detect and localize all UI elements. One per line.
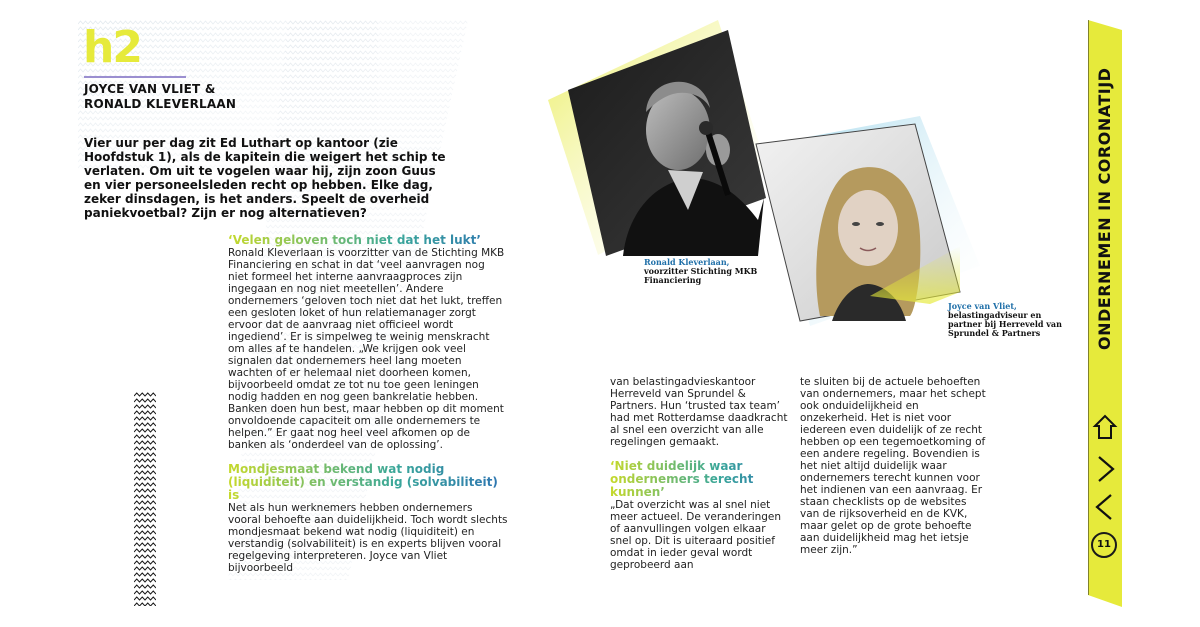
zigzag-strip-bottom xyxy=(134,392,156,606)
section-body-2: Net als hun werknemers hebben ondernemers vooral behoefte aan duidelijkheid. Toch wordt slechts mondjesmaat bekend wat nodig (liquiditeit) en verstandig (solvabiliteit) is en experts blijven vooral regelgeving interpreteren. Joyce van Vliet bijvoorbeeld xyxy=(228,502,508,574)
intro-paragraph: Vier uur per dag zit Ed Luthart op kantoor (zie Hoofdstuk 1), als de kapitein die weigert het schip te verlaten. Om uit te vogelen waar hij, zijn zoon Guus en vier personeelsleden recht op hebben. Elke dag, zeker dinsdagen, is het anders. Speelt de overheid paniekvoetbal? Zijn er nog alternatieven? xyxy=(84,136,446,220)
home-icon xyxy=(1091,412,1119,442)
chevron-right-icon xyxy=(1091,454,1119,484)
author-names xyxy=(84,82,236,112)
author-line-1: JOYCE VAN VLIET & xyxy=(84,82,216,96)
chevron-left-icon xyxy=(1091,492,1119,522)
article-column-1 xyxy=(228,234,508,574)
article-column-2 xyxy=(610,376,790,571)
column2-body-2: „Dat overzicht was al snel niet meer actueel. De veranderingen of aanvullingen volgen elkaar snel op. Dit is uiteraard positief omdat in ieder geval wordt geprobeerd aan xyxy=(610,499,782,571)
magazine-page xyxy=(78,20,1122,607)
column2-body-1: van belastingadvieskantoor Herreveld van Sprundel & Partners. Hun ‘trusted tax team’ had met Rotterdamse daadkracht al snel een overzicht van alle regelingen gemaakt. xyxy=(610,376,788,448)
article-column-3 xyxy=(800,376,986,556)
author-divider xyxy=(84,76,186,78)
home-button[interactable] xyxy=(1091,412,1119,442)
chapter-logo: h2 xyxy=(83,22,141,73)
photo-joyce-van-vliet xyxy=(750,116,980,326)
column3-body: te sluiten bij de actuele behoeften van ondernemers, maar het schept ook onduidelijkheid en onzekerheid. Het is niet voor iedereen even duidelijk of ze recht hebben op een tegemoetkoming of een andere regeling. Bovendien is het niet altijd duidelijk waar ondernemers terecht kunnen voor het indienen van een aanvraag. Er staan checklists op de websites van de rijksoverheid en de KVK, maar gelet op de grote behoefte aan duidelijkheid mag het ietsje meer zijn.” xyxy=(800,376,986,556)
section-heading-3: ‘Niet duidelijk waar ondernemers terecht kunnen’ xyxy=(610,460,790,499)
next-page-button[interactable] xyxy=(1091,454,1119,484)
author-line-2: RONALD KLEVERLAAN xyxy=(84,97,237,111)
caption-ronald-role: voorzitter Stichting MKB Financiering xyxy=(644,266,758,285)
photo-ronald-kleverlaan xyxy=(528,20,768,260)
previous-page-button[interactable] xyxy=(1091,492,1119,522)
section-heading-2: Mondjesmaat bekend wat nodig (liquiditeit) en verstandig (solvabiliteit) is xyxy=(228,463,508,502)
caption-joyce-name: Joyce van Vliet, xyxy=(948,301,1017,311)
page-number-badge: 11 xyxy=(1091,532,1117,558)
caption-ronald-name: Ronald Kleverlaan, xyxy=(644,257,730,267)
caption-ronald xyxy=(644,258,764,285)
caption-joyce xyxy=(948,302,1068,338)
section-heading-1: ‘Velen geloven toch niet dat het lukt’ xyxy=(228,234,508,247)
chapter-title: ONDERNEMEN IN CORONATIJD xyxy=(1095,67,1114,350)
section-body-1: Ronald Kleverlaan is voorzitter van de Stichting MKB Financiering en schat in dat ‘veel aanvragen nog niet formeel het interne aanvraagproces zijn ingegaan en nog niet meetellen’. Andere ondernemers ‘geloven toch niet dat het lukt, treffen een gesloten loket of hun relatiemanager zorgt ervoor dat de aanvraag niet officieel wordt ingediend’. Er is simpelweg te weinig menskracht om alles af te handelen. „We krijgen ook veel signalen dat ondernemers heel lang moeten wachten of er helemaal niet doorheen komen, bijvoorbeeld omdat ze tot nu toe geen leningen nodig hadden en nog geen bankrelatie hebben. Banken doen hun best, maar hebben op dit moment onvoldoende capaciteit om alle ondernemers te helpen.” Er gaat nog heel veel afkomen op de banken als ‘onderdeel van de oplossing’. xyxy=(228,247,505,451)
caption-joyce-role: belastingadviseur en partner bij Herreveld van Sprundel & Partners xyxy=(948,310,1062,338)
